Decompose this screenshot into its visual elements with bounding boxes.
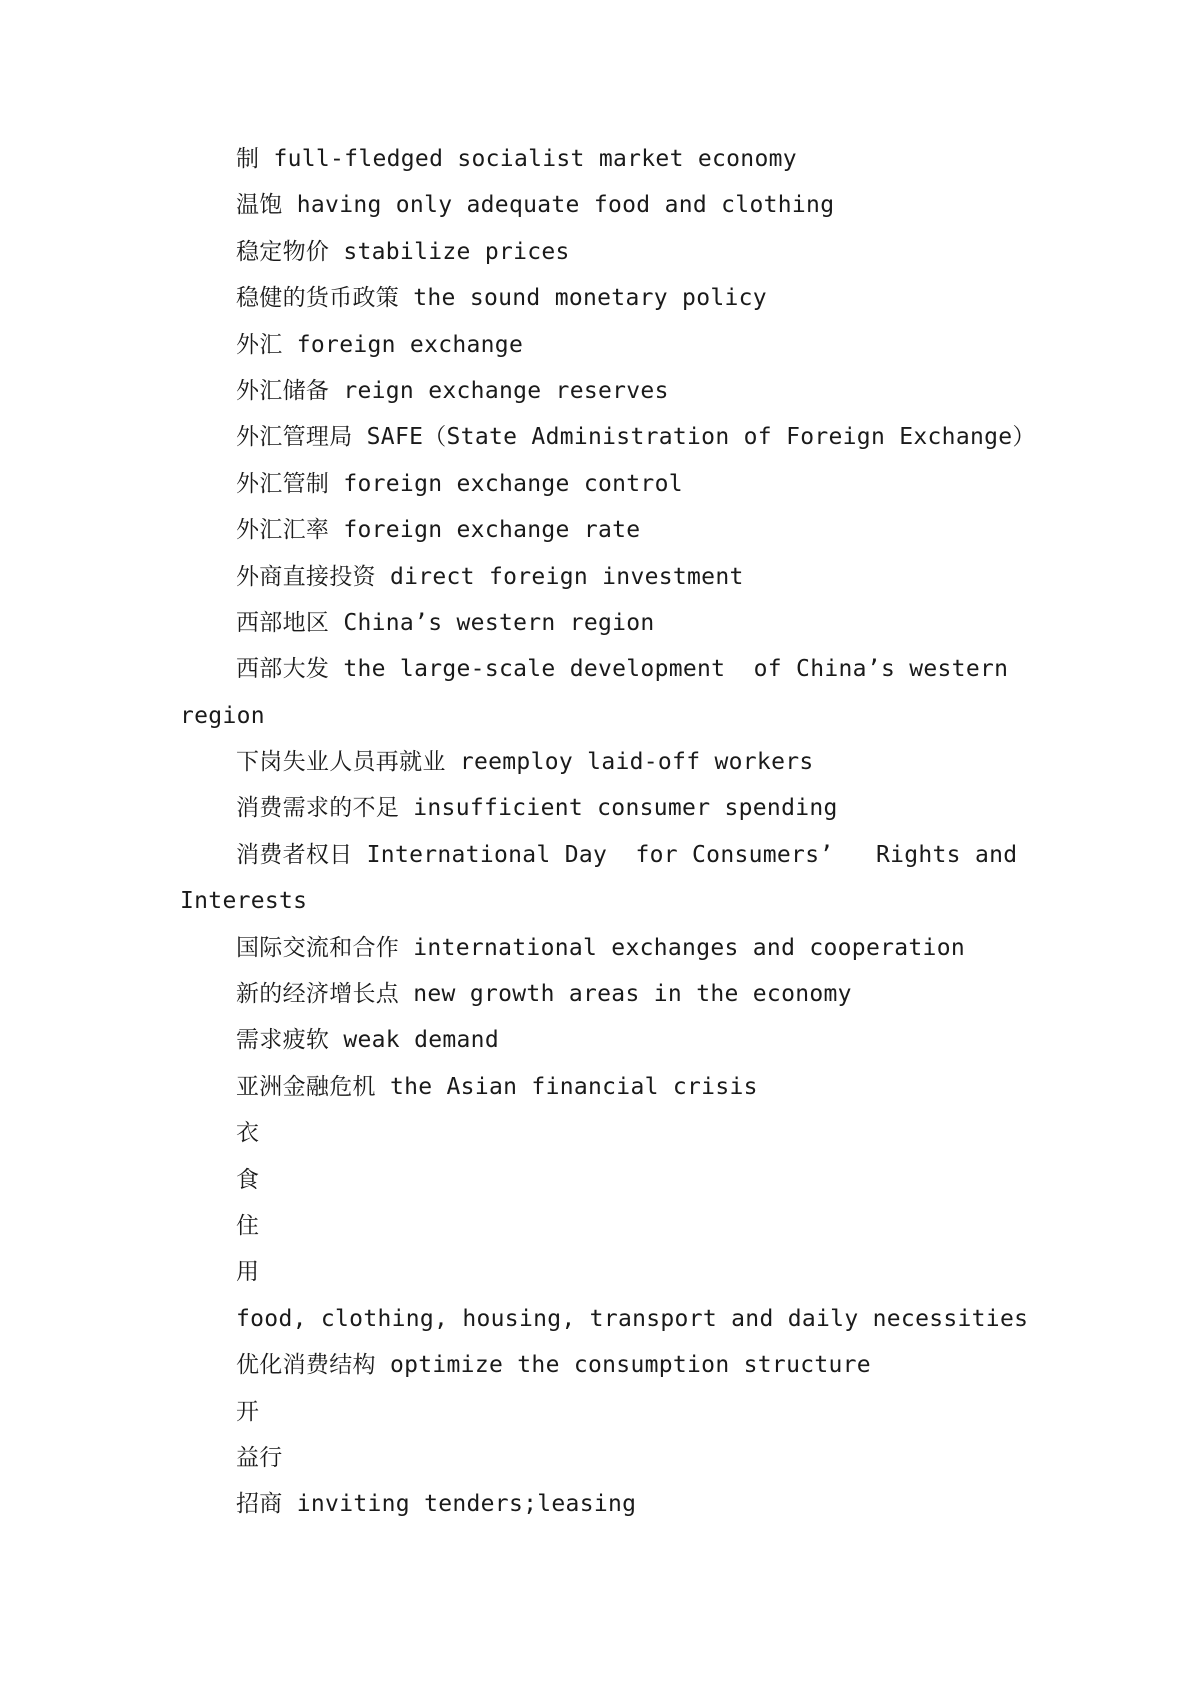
text-line: 新的经济增长点 new growth areas in the economy <box>236 981 852 1008</box>
text-line: 外商直接投资 direct foreign investment <box>236 563 744 590</box>
text-line: food, clothing, housing, transport and daily necessities <box>236 1305 1029 1332</box>
text-line: 消费需求的不足 insufficient consumer spending <box>236 795 838 822</box>
text-line-continuation: region <box>180 702 265 729</box>
text-line: 外汇管理局 SAFE（State Administration of Foreign Exchange） <box>236 424 1036 451</box>
text-line: 西部大发 the large-scale development of China’s western <box>236 656 1009 683</box>
text-line: 温饱 having only adequate food and clothing <box>236 192 835 219</box>
text-line: 消费者权日 International Day for Consumers’ Rights and <box>236 841 1018 868</box>
text-line: 稳定物价 stabilize prices <box>236 238 570 265</box>
text-line: 招商 inviting tenders;leasing <box>236 1491 637 1518</box>
text-line: 下岗失业人员再就业 reemploy laid-off workers <box>236 749 814 776</box>
text-line: 外汇 foreign exchange <box>236 331 524 358</box>
text-line: 西部地区 China’s western region <box>236 609 655 636</box>
text-line: 衣 <box>236 1120 260 1147</box>
text-line: 亚洲金融危机 the Asian financial crisis <box>236 1073 758 1100</box>
text-line: 需求疲软 weak demand <box>236 1027 499 1054</box>
text-line: 外汇储备 reign exchange reserves <box>236 377 669 404</box>
text-line: 优化消费结构 optimize the consumption structure <box>236 1352 871 1379</box>
text-line: 稳健的货币政策 the sound monetary policy <box>236 285 767 312</box>
text-line: 益行 <box>236 1444 283 1471</box>
text-line: 制 full-fledged socialist market economy <box>236 146 797 172</box>
text-line: 开 <box>236 1398 260 1425</box>
glossary-text <box>180 136 1040 1528</box>
text-line: 外汇汇率 foreign exchange rate <box>236 517 641 544</box>
text-line: 食 <box>236 1166 260 1193</box>
text-line-continuation: Interests <box>180 888 308 915</box>
text-line: 国际交流和合作 international exchanges and cooperation <box>236 934 965 961</box>
text-line: 外汇管制 foreign exchange control <box>236 470 683 497</box>
text-line: 住 <box>236 1212 260 1239</box>
text-line: 用 <box>236 1259 260 1286</box>
